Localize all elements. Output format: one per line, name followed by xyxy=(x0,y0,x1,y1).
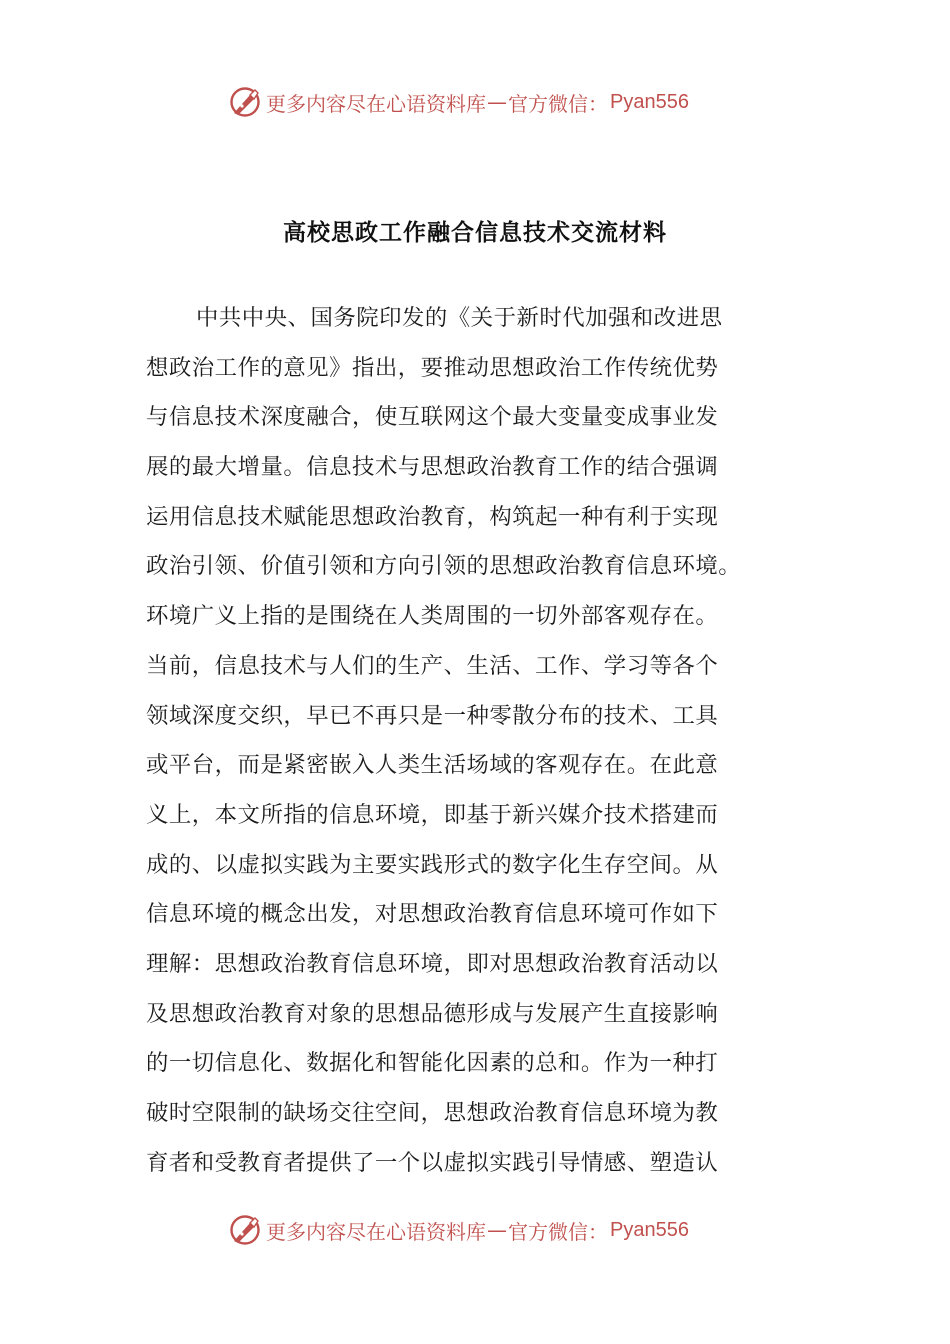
body-line: 中共中央、国务院印发的《关于新时代加强和改进思 xyxy=(196,305,723,331)
body-line: 领域深度交织，早已不再只是一种零散分布的技术、工具 xyxy=(146,702,719,729)
body-line: 育者和受教育者提供了一个以虚拟实践引导情感、塑造认 xyxy=(146,1149,719,1176)
body-line: 与信息技术深度融合，使互联网这个最大变量变成事业发 xyxy=(146,404,719,431)
body-line: 及思想政治教育对象的思想品德形成与发展产生直接影响 xyxy=(146,1000,719,1027)
body-line: 破时空限制的缺场交往空间，思想政治教育信息环境为教 xyxy=(146,1100,719,1126)
banner-text: 更多内容尽在心语资料库 xyxy=(266,91,486,116)
body-line: 展的最大增量。信息技术与思想政治教育工作的结合强调 xyxy=(146,454,719,481)
body-line: 义上，本文所指的信息环境，即基于新兴媒介技术搭建而 xyxy=(146,801,719,828)
pen-nib-logo-icon xyxy=(228,1213,262,1247)
banner-separator: — xyxy=(487,1218,507,1242)
body-line: 信息环境的概念出发，对思想政治教育信息环境可作如下 xyxy=(146,901,719,928)
body-line: 成的、以虚拟实践为主要实践形式的数字化生存空间。从 xyxy=(146,851,719,878)
banner-separator: — xyxy=(487,90,507,114)
body-line: 理解：思想政治教育信息环境，即对思想政治教育活动以 xyxy=(146,950,719,977)
body-line: 或平台，而是紧密嵌入人类生活场域的客观存在。在此意 xyxy=(146,752,719,779)
body-line: 运用信息技术赋能思想政治教育，构筑起一种有利于实现 xyxy=(146,503,719,530)
banner-wechat-id: Pyan556 xyxy=(610,90,689,113)
pen-nib-logo-icon xyxy=(228,85,262,119)
footer-banner xyxy=(228,1210,748,1250)
banner-wechat-label: 官方微信： xyxy=(508,91,608,116)
banner-wechat-id: Pyan556 xyxy=(610,1218,689,1241)
body-line: 环境广义上指的是围绕在人类周围的一切外部客观存在。 xyxy=(146,603,719,630)
body-line: 想政治工作的意见》指出，要推动思想政治工作传统优势 xyxy=(146,354,719,381)
header-banner xyxy=(228,82,748,122)
document-body xyxy=(146,294,796,1188)
banner-text: 更多内容尽在心语资料库 xyxy=(266,1219,486,1244)
body-line: 的一切信息化、数据化和智能化因素的总和。作为一种打 xyxy=(146,1050,719,1077)
body-line: 政治引领、价值引领和方向引领的思想政治教育信息环境。 xyxy=(146,553,742,580)
page-title: 高校思政工作融合信息技术交流材料 xyxy=(283,219,667,246)
banner-wechat-label: 官方微信： xyxy=(508,1219,608,1244)
body-line: 当前，信息技术与人们的生产、生活、工作、学习等各个 xyxy=(146,652,719,679)
